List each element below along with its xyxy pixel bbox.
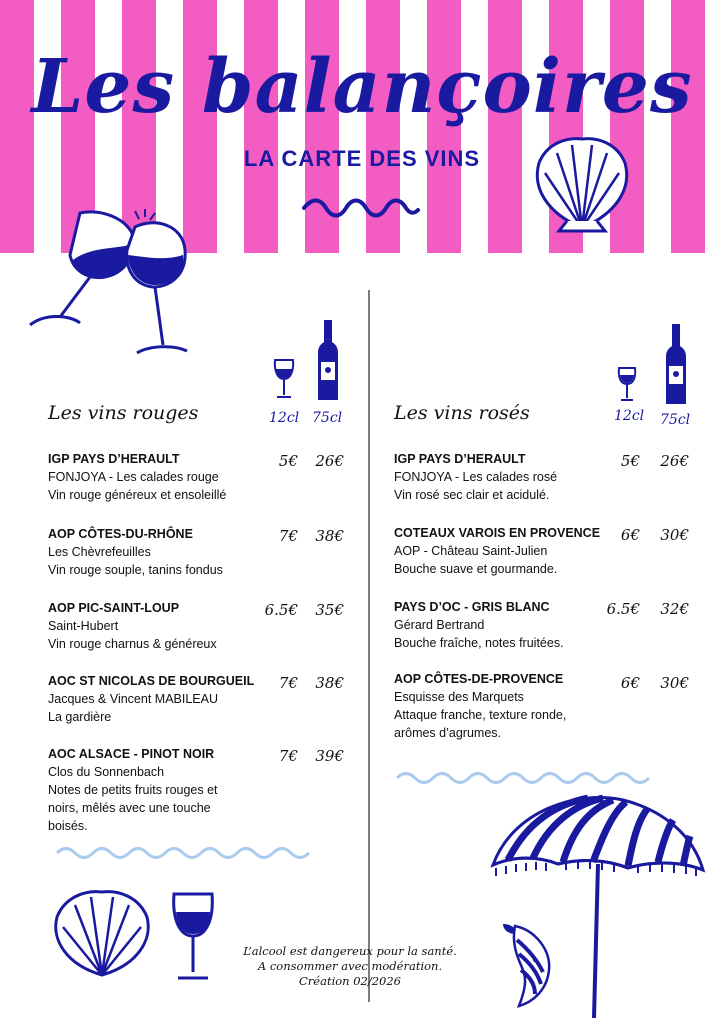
- size-12cl-label: 12cl: [269, 410, 300, 426]
- price-glass: 7€: [278, 747, 298, 765]
- list-item: [48, 745, 278, 835]
- wave-icon: [395, 770, 655, 786]
- wine-glass-icon: [616, 365, 638, 403]
- wine-producer: Saint-Hubert: [48, 619, 119, 633]
- price-glass: 6€: [620, 526, 640, 544]
- menu-subtitle: LA CARTE DES VINS: [243, 146, 481, 171]
- wine-description: Notes de petits fruits rouges et: [48, 783, 218, 797]
- wine-description: arômes d’agrumes.: [394, 726, 501, 740]
- seashell-icon: [527, 133, 637, 233]
- price-bottle: 26€: [315, 452, 344, 470]
- wine-name: AOP CÔTES-DU-RHÔNE: [48, 527, 193, 541]
- price-glass: 6.5€: [264, 601, 298, 619]
- squiggle-icon: [300, 196, 420, 218]
- wave-icon: [55, 845, 315, 861]
- wine-description: Vin rouge charnus & généreux: [48, 637, 217, 651]
- wine-description: Vin rouge généreux et ensoleillé: [48, 488, 227, 502]
- price-glass: 7€: [278, 674, 298, 692]
- red-wines-title: Les vins rouges: [48, 402, 199, 424]
- wine-description: La gardière: [48, 710, 112, 724]
- wine-description: Vin rouge souple, tanins fondus: [48, 563, 223, 577]
- wine-producer: Esquisse des Marquets: [394, 690, 524, 704]
- wine-producer: Clos du Sonnenbach: [48, 765, 165, 779]
- price-bottle: 26€: [660, 452, 689, 470]
- seashell-icon: [45, 885, 160, 980]
- wine-description: Attaque franche, texture ronde,: [394, 708, 567, 722]
- wine-name: IGP PAYS D’HERAULT: [394, 452, 526, 466]
- wine-producer: FONJOYA - Les calades rouge: [48, 470, 219, 484]
- footer-line: L’alcool est dangereux pour la santé.: [243, 944, 457, 958]
- wine-name: AOP PIC-SAINT-LOUP: [48, 601, 180, 615]
- price-bottle: 39€: [315, 747, 344, 765]
- price-glass: 5€: [278, 452, 298, 470]
- size-12cl-label: 12cl: [614, 408, 645, 424]
- health-warning: [200, 944, 500, 989]
- price-bottle: 35€: [315, 601, 344, 619]
- wine-name: IGP PAYS D’HERAULT: [48, 452, 180, 466]
- wine-name: PAYS D’OC - GRIS BLANC: [394, 600, 550, 614]
- price-bottle: 38€: [315, 674, 344, 692]
- footer-line: A consommer avec modération.: [257, 959, 443, 973]
- price-glass: 6€: [620, 674, 640, 692]
- wine-description: boisés.: [48, 819, 88, 833]
- wine-description: noirs, mêlés avec une touche: [48, 801, 211, 815]
- creation-date: Création 02/2026: [298, 974, 402, 988]
- wine-producer: Gérard Bertrand: [394, 618, 485, 632]
- price-bottle: 30€: [660, 674, 689, 692]
- price-glass: 6.5€: [606, 600, 640, 618]
- wine-name: AOP CÔTES-DE-PROVENCE: [394, 672, 564, 686]
- wine-glass-icon: [272, 357, 296, 401]
- wine-producer: Les Chèvrefeuilles: [48, 545, 151, 559]
- wine-producer: Jacques & Vincent MABILEAU: [48, 692, 218, 706]
- price-bottle: 30€: [660, 526, 689, 544]
- rose-wines-title: Les vins rosés: [394, 402, 530, 424]
- restaurant-title: Les balançoires: [31, 44, 693, 130]
- wine-name: AOC ST NICOLAS DE BOURGUEIL: [48, 674, 255, 688]
- wine-bottle-icon: [316, 318, 340, 402]
- column-divider: [368, 290, 370, 1002]
- wine-bottle-icon: [664, 322, 688, 406]
- wine-producer: AOP - Château Saint-Julien: [394, 544, 548, 558]
- fish-icon: [495, 920, 559, 1010]
- wine-description: Vin rosé sec clair et acidulé.: [394, 488, 550, 502]
- wine-name: COTEAUX VAROIS EN PROVENCE: [394, 526, 601, 540]
- price-glass: 7€: [278, 527, 298, 545]
- wine-glasses-toast-icon: [25, 205, 195, 370]
- price-glass: 5€: [620, 452, 640, 470]
- price-bottle: 38€: [315, 527, 344, 545]
- wine-name: AOC ALSACE - PINOT NOIR: [48, 747, 215, 761]
- size-75cl-label: 75cl: [660, 412, 691, 428]
- wine-description: Bouche suave et gourmande.: [394, 562, 558, 576]
- price-bottle: 32€: [660, 600, 689, 618]
- wine-description: Bouche fraîche, notes fruitées.: [394, 636, 564, 650]
- size-75cl-label: 75cl: [312, 410, 343, 426]
- wine-producer: FONJOYA - Les calades rosé: [394, 470, 558, 484]
